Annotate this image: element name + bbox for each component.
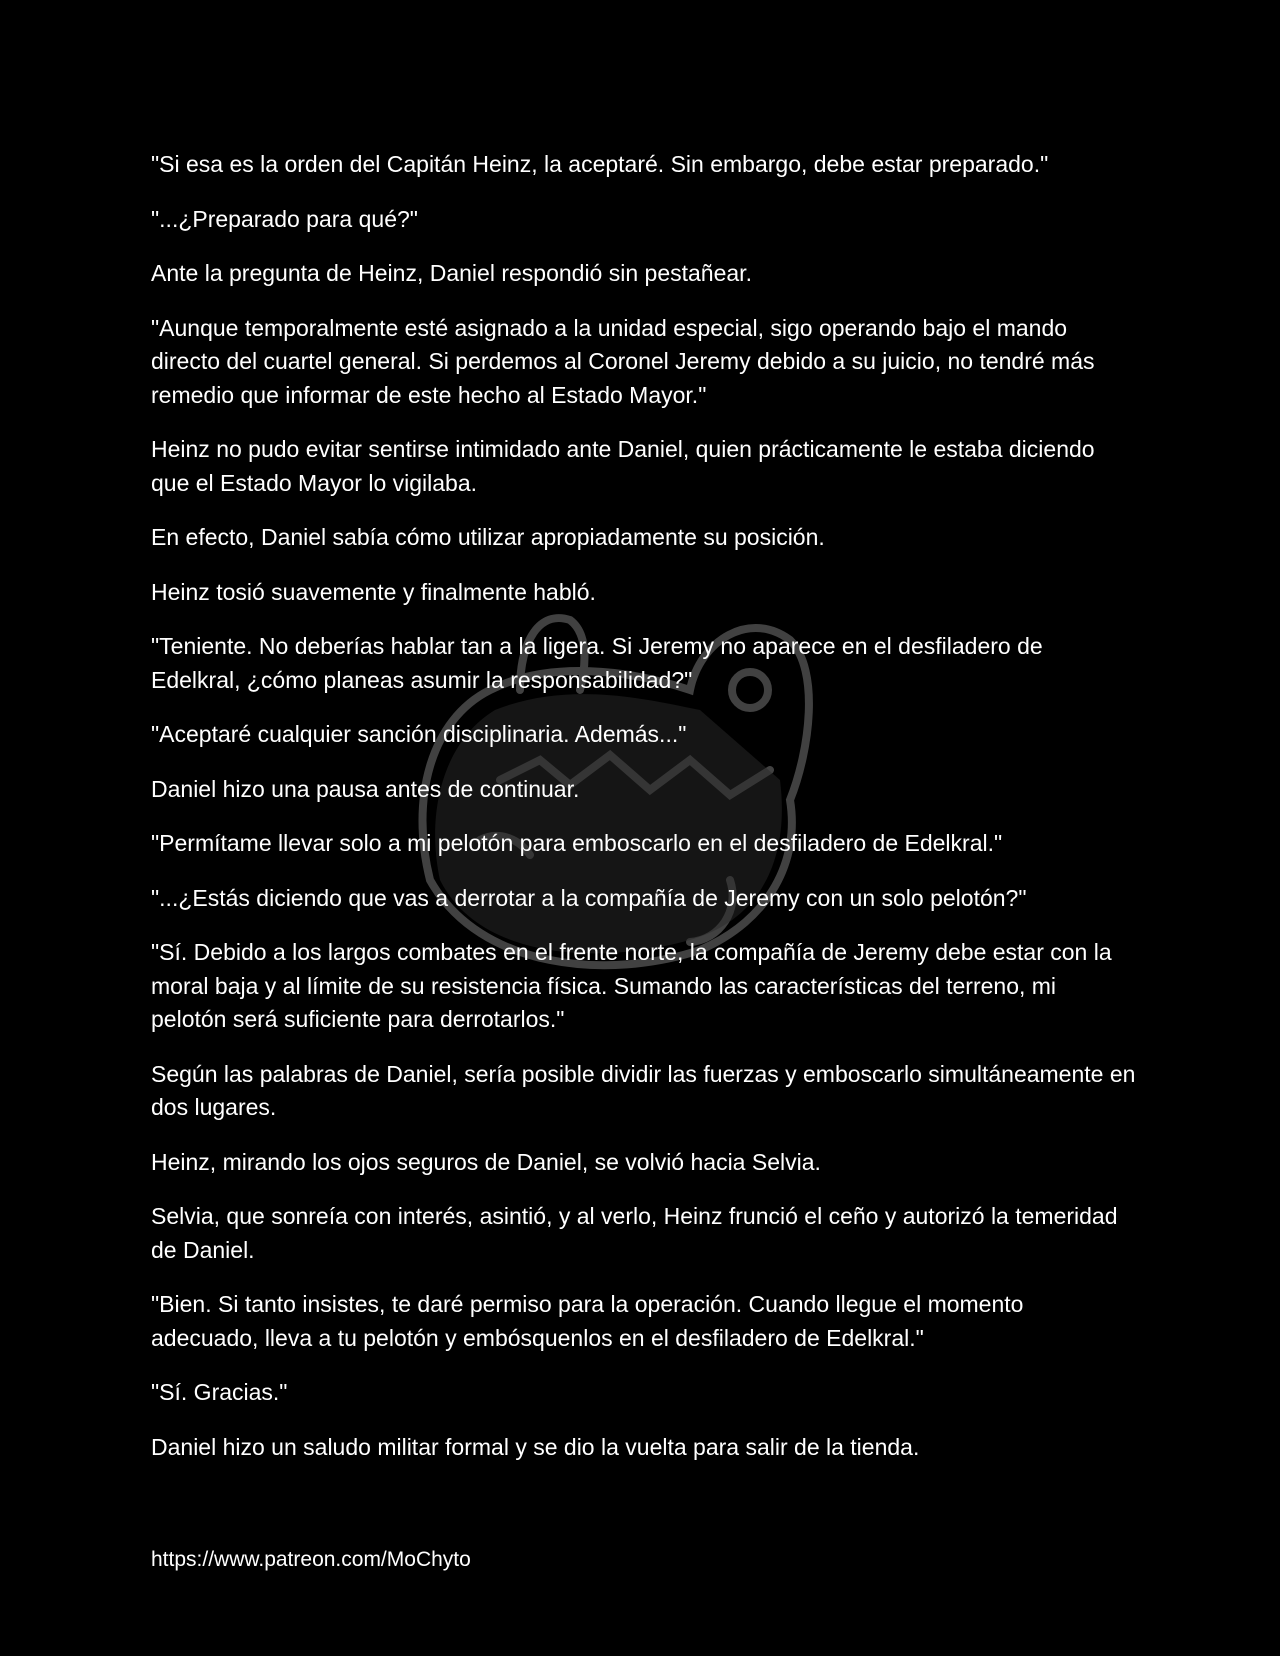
paragraph: Heinz tosió suavemente y finalmente habló. bbox=[151, 578, 596, 605]
paragraph: En efecto, Daniel sabía cómo utilizar apropiadamente su posición. bbox=[151, 524, 825, 550]
paragraph: "Teniente. No deberías hablar tan a la ligera. Si Jeremy no aparece en el desfiladero de Edelkral, ¿cómo planeas asumir la responsabilidad?" bbox=[151, 633, 1043, 693]
story-text bbox=[151, 148, 1136, 1485]
paragraph: Según las palabras de Daniel, sería posible dividir las fuerzas y emboscarlo simultáneamente en dos lugares. bbox=[151, 1060, 1136, 1120]
paragraph: "...¿Preparado para qué?" bbox=[151, 205, 418, 232]
paragraph: "Si esa es la orden del Capitán Heinz, la aceptaré. Sin embargo, debe estar preparado." bbox=[151, 151, 1049, 177]
paragraph: Heinz, mirando los ojos seguros de Daniel, se volvió hacia Selvia. bbox=[151, 1148, 821, 1175]
paragraph: "Bien. Si tanto insistes, te daré permiso para la operación. Cuando llegue el momento adecuado, lleva a tu pelotón y embósquenlos en el desfiladero de Edelkral." bbox=[151, 1291, 1024, 1351]
paragraph: Daniel hizo una pausa antes de continuar. bbox=[151, 775, 580, 802]
paragraph: "Permítame llevar solo a mi pelotón para emboscarlo en el desfiladero de Edelkral." bbox=[151, 830, 1003, 856]
paragraph: "Aunque temporalmente esté asignado a la unidad especial, sigo operando bajo el mando directo del cuartel general. Si perdemos al Coronel Jeremy debido a su juicio, no tendré más remedio que informar de este hecho al Estado Mayor." bbox=[151, 314, 1095, 408]
paragraph: Daniel hizo un saludo militar formal y se dio la vuelta para salir de la tienda. bbox=[151, 1433, 920, 1460]
paragraph: "Aceptaré cualquier sanción disciplinaria. Además..." bbox=[151, 721, 687, 747]
paragraph: Ante la pregunta de Heinz, Daniel respondió sin pestañear. bbox=[151, 260, 752, 286]
paragraph: "...¿Estás diciendo que vas a derrotar a la compañía de Jeremy con un solo pelotón?" bbox=[151, 884, 1027, 911]
patreon-link[interactable]: https://www.patreon.com/MoChyto bbox=[151, 1548, 471, 1571]
paragraph: "Sí. Gracias." bbox=[151, 1379, 288, 1405]
paragraph: "Sí. Debido a los largos combates en el frente norte, la compañía de Jeremy debe estar con la moral baja y al límite de su resistencia física. Sumando las características del terreno, mi pelotón será suficiente para derrotarlos." bbox=[151, 939, 1112, 1032]
paragraph: Selvia, que sonreía con interés, asintió, y al verlo, Heinz frunció el ceño y autorizó la temeridad de Daniel. bbox=[151, 1203, 1118, 1263]
paragraph: Heinz no pudo evitar sentirse intimidado ante Daniel, quien prácticamente le estaba diciendo que el Estado Mayor lo vigilaba. bbox=[151, 436, 1095, 496]
